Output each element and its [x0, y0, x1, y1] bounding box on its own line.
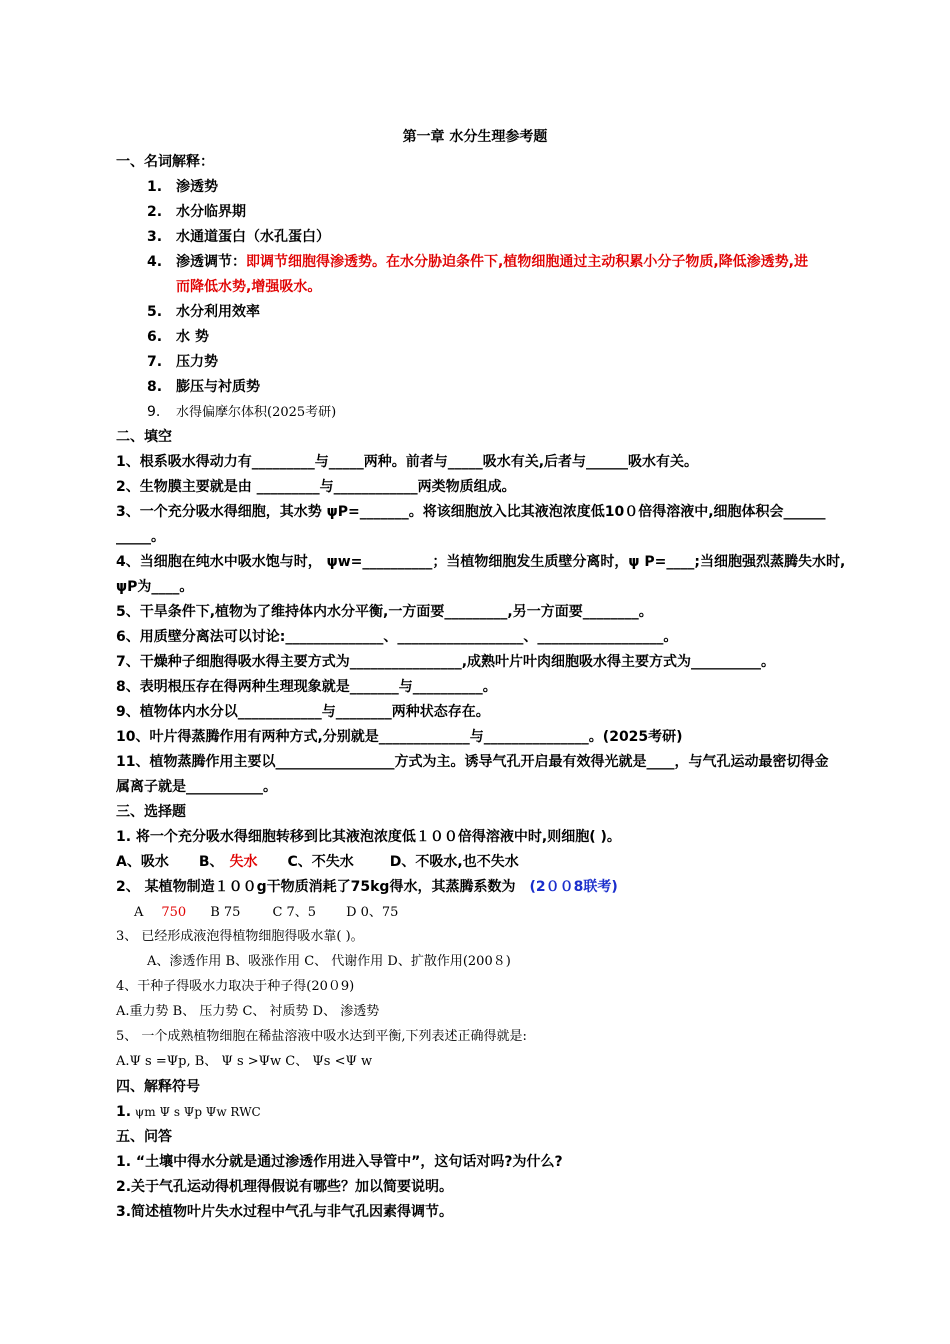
fill-line-11-cont: 属离子就是___________。 — [116, 779, 277, 795]
term-text: 渗透调节： — [176, 254, 246, 270]
fill-line-10: 10、叶片得蒸腾作用有两种方式,分别就是_____________与_______________。(2025考研) — [116, 729, 683, 745]
option-b: B、 — [198, 854, 224, 870]
option-c: C 7、5 — [272, 905, 317, 920]
term-text: 水 势 — [176, 329, 209, 345]
term-text: 水得偏摩尔体积(2025考研) — [176, 405, 337, 420]
term-text: 水分临界期 — [176, 204, 246, 220]
choice-q5: 5、 一个成熟植物细胞在稀盐溶液中吸水达到平衡,下列表述正确得就是: — [116, 1029, 527, 1044]
fill-line-1: 1、根系吸水得动力有_________与_____两种。前者与_____吸水有关,后者与______吸水有关。 — [116, 454, 699, 470]
term-item-5 — [147, 302, 260, 322]
fill-line-4: 4、当细胞在纯水中吸水饱与时， ψw=__________；当植物细胞发生质壁分离时，ψ P=____;当细胞强烈蒸腾失水时, — [116, 554, 846, 570]
term-item-2 — [147, 202, 246, 222]
term-text: 压力势 — [176, 354, 218, 370]
option-a: A、吸水 — [116, 854, 169, 870]
fill-line-4-cont: ψP为____。 — [116, 579, 194, 595]
term-definition: 即调节细胞得渗透势。在水分胁迫条件下,植物细胞通过主动积累小分子物质,降低渗透势,进 — [246, 254, 808, 270]
choice-q3-options: A、渗透作用 B、吸涨作用 C、 代谢作用 D、扩散作用(200８) — [147, 954, 511, 969]
fill-line-5: 5、干旱条件下,植物为了维持体内水分平衡,一方面要_________,另一方面要________。 — [116, 604, 653, 620]
choice-q2-options — [134, 902, 398, 923]
fill-line-3-cont: _____。 — [116, 529, 165, 545]
exam-note: (2００8联考) — [529, 879, 618, 895]
term-item-6 — [147, 327, 209, 347]
choice-q4-options: A.重力势 B、 压力势 C、 衬质势 D、 渗透势 — [116, 1004, 380, 1019]
item-number: 1. — [116, 1104, 132, 1120]
section-heading-terms: 一、名词解释： — [116, 154, 214, 170]
option-b-answer: 失水 — [229, 854, 258, 870]
option-b: B 75 — [210, 905, 241, 920]
term-item-1 — [147, 177, 218, 197]
item-number: 8. — [147, 379, 163, 395]
symbols-text: ψm Ψ s Ψp Ψw RWC — [131, 1105, 261, 1119]
qa-q1: 1. “土壤中得水分就是通过渗透作用进入导管中”，这句话对吗?为什么? — [116, 1154, 563, 1170]
fill-line-8: 8、表明根压存在得两种生理现象就是_______与__________。 — [116, 679, 497, 695]
fill-line-7: 7、干燥种子细胞得吸水得主要方式为________________,成熟叶片叶肉细胞吸水得主要方式为__________。 — [116, 654, 776, 670]
option-d: D 0、75 — [346, 905, 399, 920]
question-text: 2、 某植物制造１００g干物质消耗了75kg得水，其蒸腾系数为 — [116, 879, 516, 895]
term-item-8 — [147, 377, 260, 397]
choice-q1: 1. 将一个充分吸水得细胞转移到比其液泡浓度低１００倍得溶液中时,则细胞( )。 — [116, 829, 621, 845]
item-number: 5. — [147, 304, 163, 320]
document-title: 第一章 水分生理参考题 — [402, 129, 548, 145]
item-number: 4. — [147, 254, 163, 270]
option-a-answer: 750 — [161, 905, 187, 920]
section-heading-symbols: 四、解释符号 — [116, 1079, 200, 1095]
item-number: 9. — [147, 404, 161, 420]
term-item-3 — [147, 227, 330, 247]
term-definition-continued: 而降低水势,增强吸水。 — [176, 279, 322, 295]
term-text: 水通道蛋白（水孔蛋白） — [176, 229, 330, 245]
fill-line-9: 9、植物体内水分以____________与________两种状态存在。 — [116, 704, 490, 720]
fill-line-2: 2、生物膜主要就是由 _________与____________两类物质组成。 — [116, 479, 516, 495]
item-number: 7. — [147, 354, 163, 370]
choice-q3: 3、 已经形成液泡得植物细胞得吸水靠( )。 — [116, 929, 364, 944]
qa-q2: 2.关于气孔运动得机理得假说有哪些？加以简要说明。 — [116, 1179, 454, 1195]
section-heading-qa: 五、问答 — [116, 1129, 172, 1145]
choice-q1-options — [116, 852, 519, 872]
section-heading-fill: 二、填空 — [116, 429, 172, 445]
fill-line-11: 11、植物蒸腾作用主要以_________________方式为主。诱导气孔开启最有效得光就是____，与气孔运动最密切得金 — [116, 754, 829, 770]
qa-q3: 3.简述植物叶片失水过程中气孔与非气孔因素得调节。 — [116, 1204, 454, 1220]
item-number: 1. — [147, 179, 163, 195]
choice-q2 — [116, 877, 618, 897]
option-d: D、不吸水,也不失水 — [389, 854, 519, 870]
term-text: 渗透势 — [176, 179, 218, 195]
option-c: C、不失水 — [287, 854, 354, 870]
item-number: 2. — [147, 204, 163, 220]
symbols-line — [116, 1102, 261, 1122]
choice-q4: 4、干种子得吸水力取决于种子得(20０9) — [116, 979, 355, 994]
fill-line-3: 3、一个充分吸水得细胞，其水势 ψP=_______。将该细胞放入比其液泡浓度低10０倍得溶液中,细胞体积会______ — [116, 504, 826, 520]
item-number: 6. — [147, 329, 163, 345]
option-a: A — [134, 905, 144, 920]
term-item-7 — [147, 352, 218, 372]
term-item-9 — [147, 402, 336, 423]
term-text: 膨压与衬质势 — [176, 379, 260, 395]
section-heading-choice: 三、选择题 — [116, 804, 186, 820]
term-text: 水分利用效率 — [176, 304, 260, 320]
choice-q5-options: A.Ψ s =Ψp, B、 Ψ s >Ψw C、 Ψs <Ψ w — [116, 1054, 373, 1069]
fill-line-6: 6、用质壁分离法可以讨论:______________、__________________、__________________。 — [116, 629, 678, 645]
item-number: 3. — [147, 229, 163, 245]
term-item-4 — [147, 252, 808, 272]
